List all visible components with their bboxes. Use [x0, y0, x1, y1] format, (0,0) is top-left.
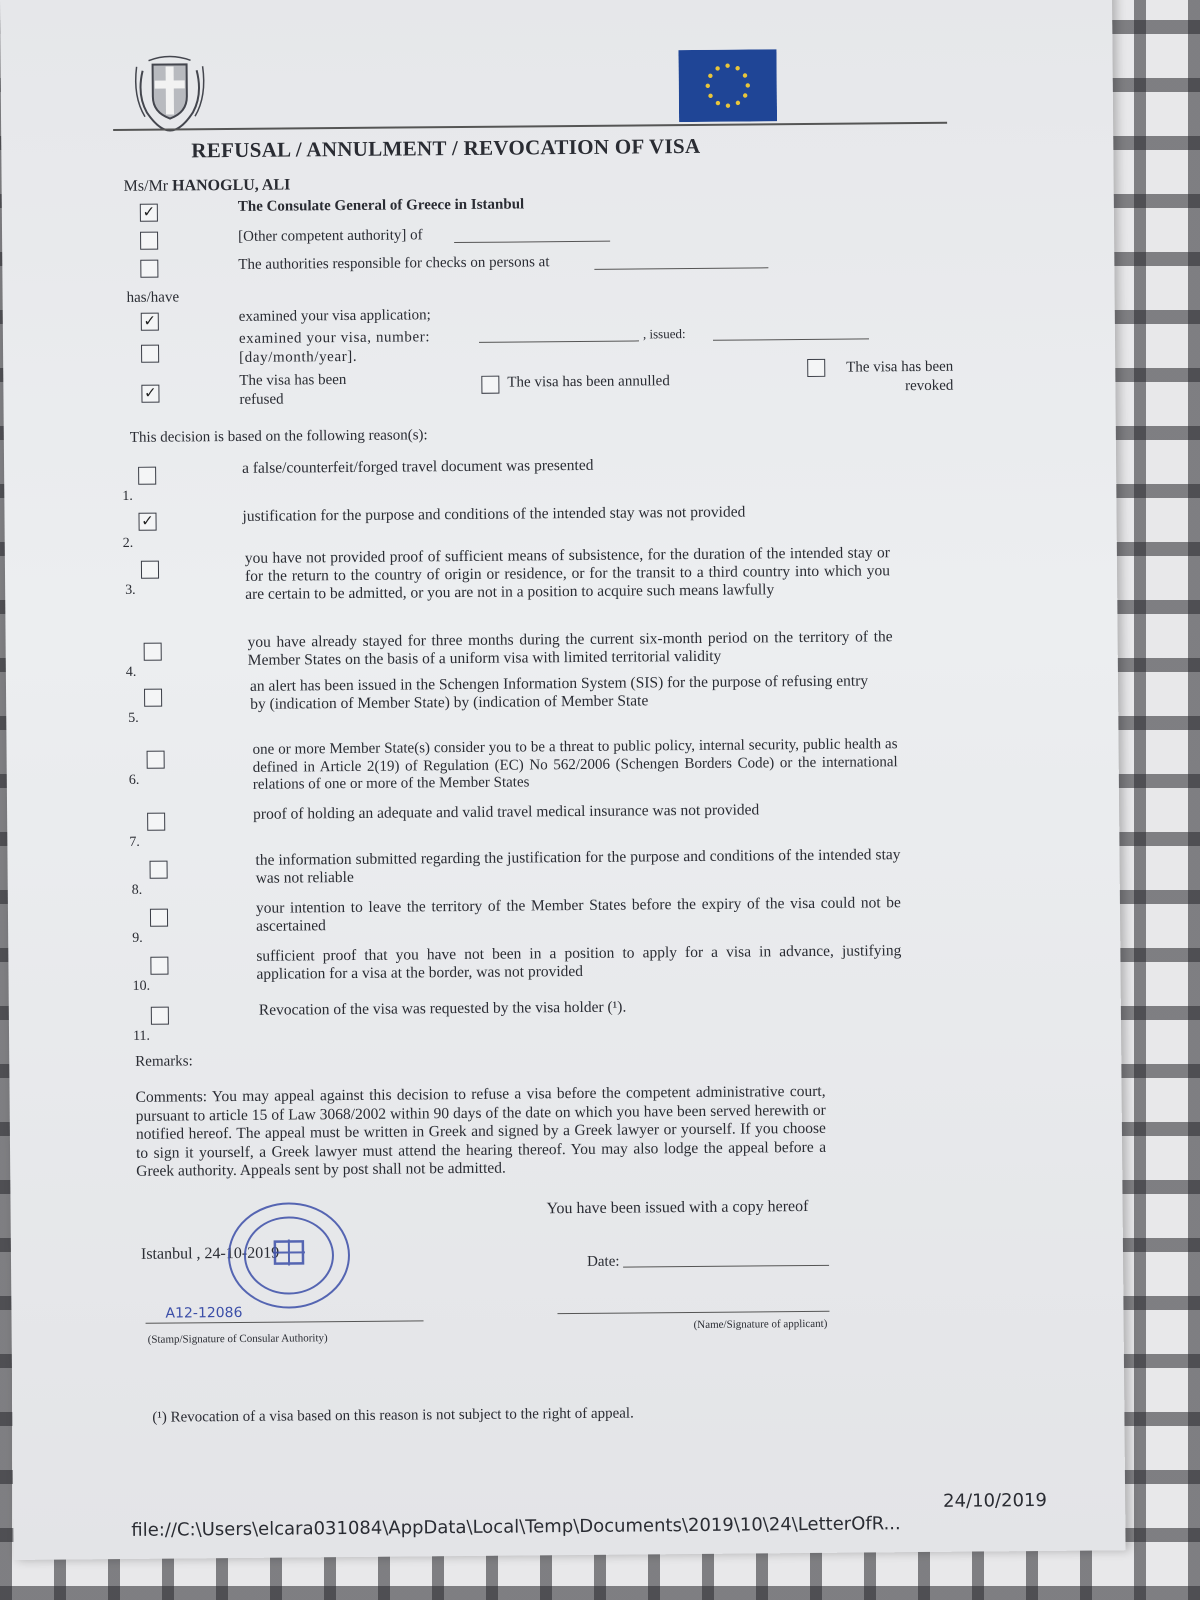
recipient-line — [124, 175, 291, 195]
footer-file-path: file://C:\Users\elcara031084\AppData\Local\Temp\Documents\2019\10\24\LetterOfR... — [131, 1513, 901, 1541]
consular-stamp-icon — [224, 1199, 355, 1312]
reason-checkbox-1[interactable] — [138, 467, 156, 485]
eu-star — [708, 94, 712, 98]
reason-text-5-extra: by (indication of Member State) by (indication of Member State — [250, 692, 649, 713]
stamp-caption: (Stamp/Signature of Consular Authority) — [147, 1332, 328, 1346]
reason-text-7: proof of holding an adequate and valid travel medical insurance was not provided — [253, 801, 760, 823]
revoked-text — [833, 358, 953, 397]
footnote: (¹) Revocation of a visa based on this reason is not subject to the right of appeal. — [152, 1405, 634, 1426]
refused-text-1: The visa has been — [239, 371, 347, 389]
reason-checkbox-4[interactable] — [144, 643, 162, 661]
reason-number-1: 1. — [122, 488, 133, 504]
eu-star — [716, 101, 720, 105]
issued-text: issued: — [649, 326, 686, 342]
reason-checkbox-6[interactable] — [147, 751, 165, 769]
reason-text-6: one or more Member State(s) consider you to be a threat to public policy, internal security, public health as defined in Article 2(19) of Regulation (EC) No 562/2006 (Schengen Borders Code) or the international relations of one or more of the Member States — [252, 736, 898, 793]
action-checkbox-annulled[interactable] — [481, 376, 499, 394]
examined-visa-text-1: examined your visa, number: — [238, 329, 431, 347]
eu-star — [725, 63, 729, 67]
eu-star — [706, 84, 710, 88]
place-and-date: Istanbul , 24-10-2019 — [140, 1244, 280, 1263]
has-have-label: has/have — [126, 289, 180, 306]
reason-number-6: 6. — [128, 772, 140, 788]
eu-star — [743, 93, 747, 97]
reason-text-5 — [250, 672, 895, 714]
reason-text-1: a false/counterfeit/forged travel document was presented — [242, 456, 594, 477]
reason-number-5: 5. — [128, 710, 139, 726]
reason-number-2: 2. — [122, 535, 134, 551]
authority-checkbox-other[interactable] — [140, 232, 158, 250]
reason-text-4: you have already stayed for three months during the current six-month period on the territory of the Member States on the basis of a uniform visa with limited territorial validity — [247, 628, 893, 669]
eu-star — [736, 101, 740, 105]
eu-star — [746, 83, 750, 87]
eu-star — [726, 103, 730, 107]
eu-star — [708, 74, 712, 78]
reason-text-11: Revocation of the visa was requested by the visa holder (¹). — [258, 998, 627, 1019]
authority-checkbox-border[interactable] — [140, 260, 158, 278]
eu-flag-icon — [678, 49, 777, 122]
action-checkbox-examined-visa[interactable] — [141, 345, 159, 363]
eu-star — [743, 73, 747, 77]
footer-date: 24/10/2019 — [943, 1489, 1047, 1512]
reason-number-9: 9. — [132, 930, 143, 946]
examined-visa-text-2: [day/month/year]. — [239, 348, 358, 366]
annulled-text: The visa has been annulled — [507, 373, 670, 391]
issued-label: , issued: — [642, 326, 686, 342]
date-blank — [623, 1265, 829, 1268]
revoked-text-1: The visa has been — [846, 358, 954, 376]
remarks-label: Remarks: — [135, 1053, 193, 1070]
reason-checkbox-3[interactable] — [141, 561, 159, 579]
authority-label-border: The authorities responsible for checks on persons at — [238, 254, 550, 273]
reason-checkbox-9[interactable] — [150, 909, 168, 927]
refused-text-2: refused — [239, 391, 284, 408]
appeal-comments: Comments: You may appeal against this decision to refuse a visa before the competent administrative court, pursuant to article 15 of Law 3068/2002 within 90 days of the date on which you have been served herewith or notified hereof. The appeal must be written in Greek and signed by a Greek lawyer or yourself. If you choose to sign it yourself, a Greek lawyer must attend the hearing thereof. You may also lodge the appeal before a Greek authority. Appeals sent by post shall not be admitted. — [135, 1082, 827, 1180]
reason-checkbox-8[interactable] — [150, 861, 168, 879]
issued-date-blank — [713, 338, 869, 340]
reason-text-5-main: an alert has been issued in the Schengen Information System (SIS) for the purpose of refusing entry — [249, 672, 869, 695]
eu-star — [735, 66, 739, 70]
applicant-signature-line — [557, 1311, 829, 1314]
reason-number-3: 3. — [125, 582, 136, 598]
authority-label-other: [Other competent authority] of — [238, 227, 423, 245]
reasons-intro: This decision is based on the following reason(s): — [129, 427, 428, 446]
copy-issued-text: You have been issued with a copy hereof — [546, 1197, 809, 1218]
authority-checkbox-consulate[interactable]: ✓ — [140, 204, 158, 222]
border-authority-blank — [594, 267, 768, 270]
action-checkbox-examined-application[interactable]: ✓ — [141, 313, 159, 331]
action-checkbox-refused[interactable]: ✓ — [141, 385, 159, 403]
reason-checkbox-10[interactable] — [150, 957, 168, 975]
reason-number-10: 10. — [132, 978, 151, 994]
salutation: Ms/Mr — [123, 177, 169, 195]
reason-number-7: 7. — [129, 834, 140, 850]
visa-number-blank — [479, 340, 639, 342]
authority-label-consulate: The Consulate General of Greece in Istanbul — [237, 196, 525, 215]
reason-text-2: justification for the purpose and conditions of the intended stay was not provided — [242, 503, 746, 525]
eu-star — [715, 66, 719, 70]
reason-number-8: 8. — [131, 882, 143, 898]
reason-text-10: sufficient proof that you have not been in a position to apply for a visa in advance, justifying application for a visa at the border, was not provided — [256, 942, 902, 983]
reason-checkbox-7[interactable] — [147, 813, 165, 831]
reason-number-4: 4. — [125, 664, 137, 680]
reason-text-8: the information submitted regarding the justification for the purpose and conditions of the intended stay was not reliable — [255, 846, 901, 887]
reason-checkbox-5[interactable] — [144, 689, 162, 707]
examined-application-text: examined your visa application; — [238, 307, 431, 325]
reason-checkbox-2[interactable]: ✓ — [138, 513, 156, 531]
applicant-caption: (Name/Signature of applicant) — [693, 1317, 828, 1331]
reason-text-9: your intention to leave the territory of the Member States before the expiry of the visa could not be ascertained — [255, 894, 901, 935]
greek-coat-of-arms-icon — [128, 50, 211, 135]
action-checkbox-revoked[interactable] — [807, 359, 825, 377]
stamp-number: A12-12086 — [165, 1304, 243, 1322]
refused-text — [239, 371, 346, 410]
recipient-name: HANOGLU, ALI — [172, 176, 291, 195]
reason-checkbox-11[interactable] — [151, 1007, 169, 1025]
other-authority-blank — [454, 241, 610, 243]
page-title: REFUSAL / ANNULMENT / REVOCATION OF VISA — [191, 133, 701, 163]
date-label: Date: — [586, 1253, 620, 1270]
reason-number-11: 11. — [132, 1028, 151, 1044]
header-rule — [113, 122, 947, 131]
reason-text-3: you have not provided proof of sufficient means of subsistence, for the duration of the intended stay or for the return to the country of origin or residence, or for the transit to a third country into which you are certain to be admitted, or you are not in a position to acquire such means lawfully — [244, 544, 891, 603]
revoked-text-2: revoked — [905, 377, 954, 395]
examined-visa-text — [239, 328, 469, 368]
